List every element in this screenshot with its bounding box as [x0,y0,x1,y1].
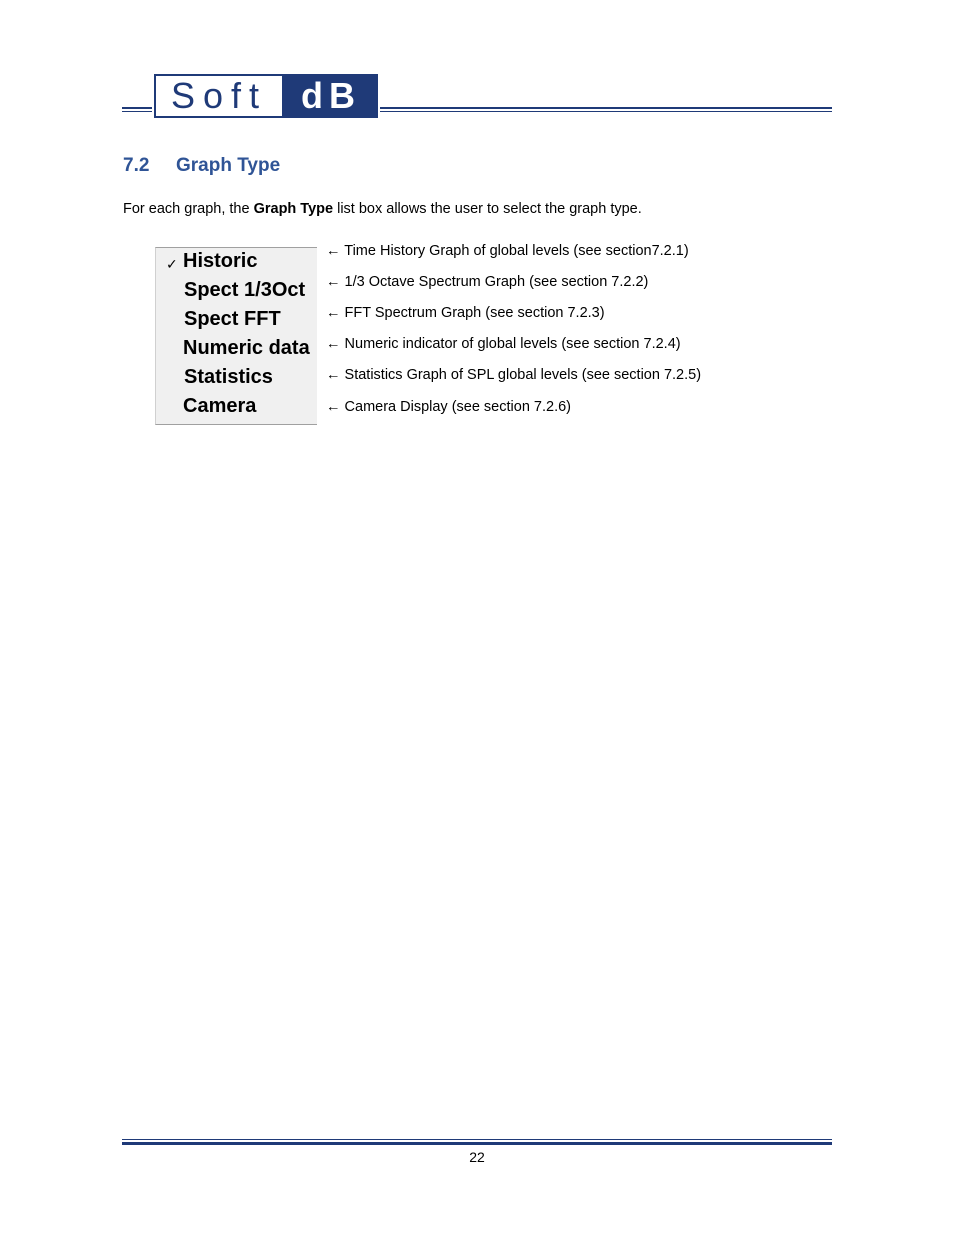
section-title: Graph Type [176,155,281,176]
listbox-item-label: Camera [183,395,257,417]
intro-paragraph [123,201,642,217]
graph-type-listbox[interactable] [155,247,317,425]
listbox-item-spect-fft[interactable] [156,306,317,334]
listbox-item-label: Historic [183,250,258,272]
page-number: 22 [469,1149,485,1165]
section-number: 7.2 [123,155,150,176]
listbox-item-label: Statistics [184,366,273,388]
description-historic: ← Time History Graph of global levels (see section7.2.1) [326,243,689,259]
intro-text-after: list box allows the user to select the graph type. [333,201,642,217]
intro-text-bold: Graph Type [253,201,334,217]
listbox-item-label: Numeric data [183,337,310,359]
listbox-item-label: Spect FFT [184,308,281,330]
logo-db-text: dB [284,74,378,118]
intro-text-before: For each graph, the [123,201,254,217]
description-spect-13oct: ← 1/3 Octave Spectrum Graph (see section 7.2.2) [326,274,649,290]
listbox-item-statistics[interactable] [156,364,317,392]
listbox-item-numeric-data[interactable] [156,335,317,363]
description-spect-fft: ← FFT Spectrum Graph (see section 7.2.3) [326,305,605,321]
listbox-item-historic[interactable] [156,248,317,276]
checkmark-icon: ✓ [166,256,178,272]
listbox-item-camera[interactable] [156,393,317,421]
logo-soft-text: Soft [154,74,284,118]
description-statistics: ← Statistics Graph of SPL global levels (see section 7.2.5) [326,367,702,383]
footer-rule [122,1139,832,1145]
section-heading [123,155,280,177]
listbox-item-label: Spect 1/3Oct [184,279,306,301]
description-camera: ← Camera Display (see section 7.2.6) [326,399,571,415]
listbox-item-spect-13oct[interactable] [156,277,317,305]
description-numeric-data: ← Numeric indicator of global levels (see section 7.2.4) [326,336,681,352]
softdb-logo [152,74,380,120]
